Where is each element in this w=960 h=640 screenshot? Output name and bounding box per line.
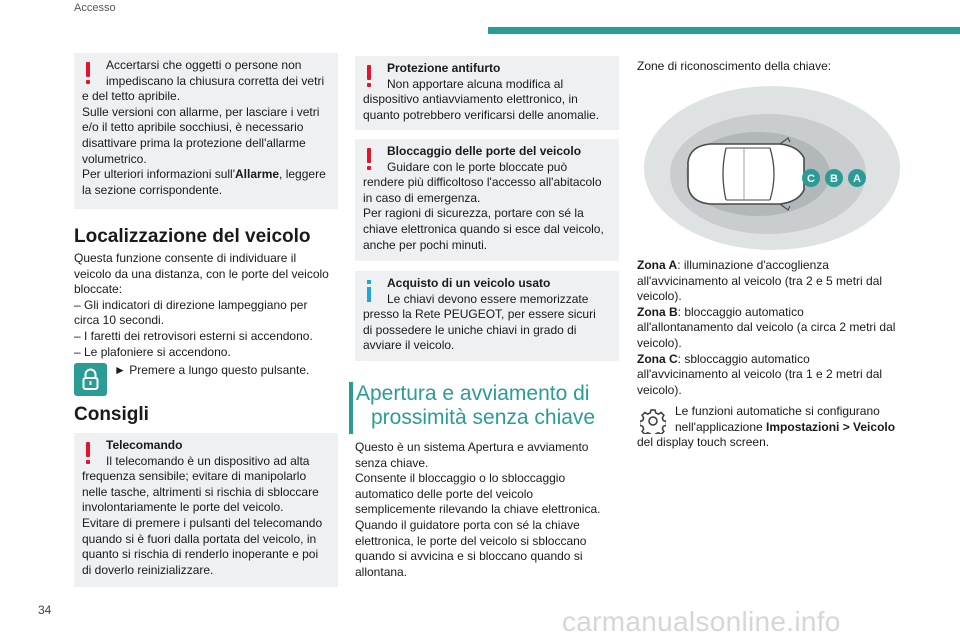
text-line: Per ragioni di sicurezza, portare con sé la xyxy=(363,206,584,221)
text-line: impediscano la chiusura corretta dei vetri xyxy=(106,73,325,88)
text-line: semplicemente rilevando la chiave elettronica. xyxy=(355,502,601,517)
warning-box-antitheft xyxy=(355,56,619,130)
text-line: quando si è fuori dalla portata del veicolo, in xyxy=(82,531,317,546)
text-line: e del tetto apribile. xyxy=(82,89,181,104)
text-line: Non apportare alcuna modifica al xyxy=(387,76,564,91)
text-line: del display touch screen. xyxy=(637,435,770,450)
text-line: involontariamente le porte del veicolo. xyxy=(82,500,284,515)
text-line: Evitare di premere i pulsanti del telecomando xyxy=(82,515,323,530)
text-line: di possedere le uniche chiavi in grado di xyxy=(363,322,577,337)
lock-icon xyxy=(74,363,107,396)
box-title: Protezione antifurto xyxy=(387,61,501,75)
text-line: Accertarsi che oggetti o persone non xyxy=(106,58,302,72)
locate-action: ► Premere a lungo questo pulsante. xyxy=(114,363,310,377)
text-line: avviare il veicolo. xyxy=(363,338,455,353)
text-line: quanto si rischia di renderlo inoperante e poi xyxy=(82,547,319,562)
text-line: Questo è un sistema Apertura e avviamento xyxy=(355,440,589,454)
zone-descriptions xyxy=(637,258,917,398)
text-line: elettronica, le porte del veicolo si sbloccano xyxy=(355,533,587,548)
warning-box-windows xyxy=(74,53,338,209)
warning-icon xyxy=(365,148,373,170)
key-zones-diagram xyxy=(640,82,910,252)
svg-text:B: B xyxy=(830,173,838,185)
section-title-locate: Localizzazione del veicolo xyxy=(74,226,311,247)
section-accent-bar xyxy=(349,382,353,434)
car-top-view xyxy=(688,138,804,210)
text-line: veicolo). xyxy=(637,289,682,304)
text-line: veicolo). xyxy=(637,335,682,350)
zone-badge-a xyxy=(848,169,866,187)
info-box-used-vehicle xyxy=(355,271,619,361)
box-title: Bloccaggio delle porte del veicolo xyxy=(387,144,582,158)
text-line: veicolo da una distanza, con le porte del veicolo xyxy=(74,266,329,281)
text-line: Consente il bloccaggio o lo sbloccaggio xyxy=(355,471,566,486)
text-line: quanto potrebbero verificarsi delle anomalie. xyxy=(363,107,600,122)
locate-text xyxy=(74,251,344,360)
text-line: Sulle versioni con allarme, per lasciare i vetri xyxy=(82,104,320,119)
header-accent-bar xyxy=(488,27,960,34)
text-line: Le funzioni automatiche si configurano xyxy=(675,404,880,418)
watermark: carmanualsonline.info xyxy=(562,606,841,637)
text-line: Questa funzione consente di individuare il xyxy=(74,251,297,265)
settings-path-line: nell'applicazione Impostazioni > Veicolo xyxy=(675,419,896,434)
warning-box-doorlock xyxy=(355,139,619,261)
zone-c-line: Zona C: sbloccaggio automatico xyxy=(637,351,810,366)
text-line: all'allontanamento dal veicolo (a circa 2 metri dal xyxy=(637,320,896,335)
text-line: senza chiave. xyxy=(355,455,429,470)
text-line: all'avvicinamento al veicolo (tra 2 e 5 metri dal xyxy=(637,273,883,288)
warning-icon xyxy=(84,62,92,84)
text-line: Guidare con le porte bloccate può xyxy=(387,159,568,174)
page-number: 34 xyxy=(38,603,52,617)
text-line: anche per pochi minuti. xyxy=(363,237,488,252)
box-title: Acquisto di un veicolo usato xyxy=(387,276,551,290)
svg-text:C: C xyxy=(807,173,815,185)
zone-b-line: Zona B: bloccaggio automatico xyxy=(637,304,804,319)
text-line: – I faretti dei retrovisori esterni si accendono. xyxy=(74,328,313,343)
section-title-advice: Consigli xyxy=(74,404,149,425)
text-line: la sezione corrispondente. xyxy=(82,182,223,197)
section-title-keyless-line1: Apertura e avviamento di xyxy=(356,382,590,405)
text-line: chiave elettronica quando si esce dal veicolo, xyxy=(363,221,604,236)
keyless-text xyxy=(355,440,625,580)
text-line: Il telecomando è un dispositivo ad alta xyxy=(106,453,310,468)
text-line: circa 10 secondi. xyxy=(74,313,165,328)
warning-box-remote xyxy=(74,433,338,587)
text-line: all'avvicinamento al veicolo (tra 1 e 2 metri dal xyxy=(637,367,883,382)
text-line: – Gli indicatori di direzione lampeggiano per xyxy=(74,297,308,312)
zone-badge-b xyxy=(825,169,843,187)
text-line: dispositivo antiavviamento elettronico, in xyxy=(363,92,578,107)
text-line: bloccate: xyxy=(74,282,123,297)
text-line: e/o il tetto apribile socchiusi, è necessario xyxy=(82,120,304,135)
text-line: presso la Rete PEUGEOT, per essere sicuri xyxy=(363,307,596,322)
box-title: Telecomando xyxy=(106,438,183,452)
text-line: – Le plafoniere si accendono. xyxy=(74,344,231,359)
text-line: automatico delle porte del veicolo xyxy=(355,486,534,501)
text-line: volumetrico. xyxy=(82,151,147,166)
zone-badge-c xyxy=(802,169,820,187)
text-line: Le chiavi devono essere memorizzate xyxy=(387,291,589,306)
zone-a-line: Zona A: illuminazione d'accoglienza xyxy=(637,258,829,272)
text-line: Quando il guidatore porta con sé la chiave xyxy=(355,517,580,532)
settings-note xyxy=(637,404,917,451)
section-title-keyless-line2: prossimità senza chiave xyxy=(371,406,596,429)
header-title: Accesso xyxy=(74,2,116,14)
warning-icon xyxy=(365,65,373,87)
text-line: nelle tasche, altrimenti si rischia di sbloccare xyxy=(82,484,319,499)
text-line: rendere più difficoltoso l'accesso all'abitacolo xyxy=(363,175,602,190)
text-line: disattivare prima la protezione dell'allarme xyxy=(82,135,306,150)
zones-intro: Zone di riconoscimento della chiave: xyxy=(637,59,832,73)
text-line: allontana. xyxy=(355,564,408,579)
alarm-reference: Per ulteriori informazioni sull'Allarme, leggere xyxy=(82,167,326,182)
text-line: veicolo). xyxy=(637,382,682,397)
lock-button[interactable] xyxy=(74,363,107,396)
warning-icon xyxy=(84,442,92,464)
text-line: in caso di emergenza. xyxy=(363,190,481,205)
text-line: quando si avvicina e si bloccano quando si xyxy=(355,549,583,564)
info-icon xyxy=(365,280,373,302)
text-line: frequenza sensibile; evitare di manipolarlo xyxy=(82,469,307,484)
text-line: di doverlo reinizializzare. xyxy=(82,562,214,577)
svg-text:A: A xyxy=(853,173,861,185)
